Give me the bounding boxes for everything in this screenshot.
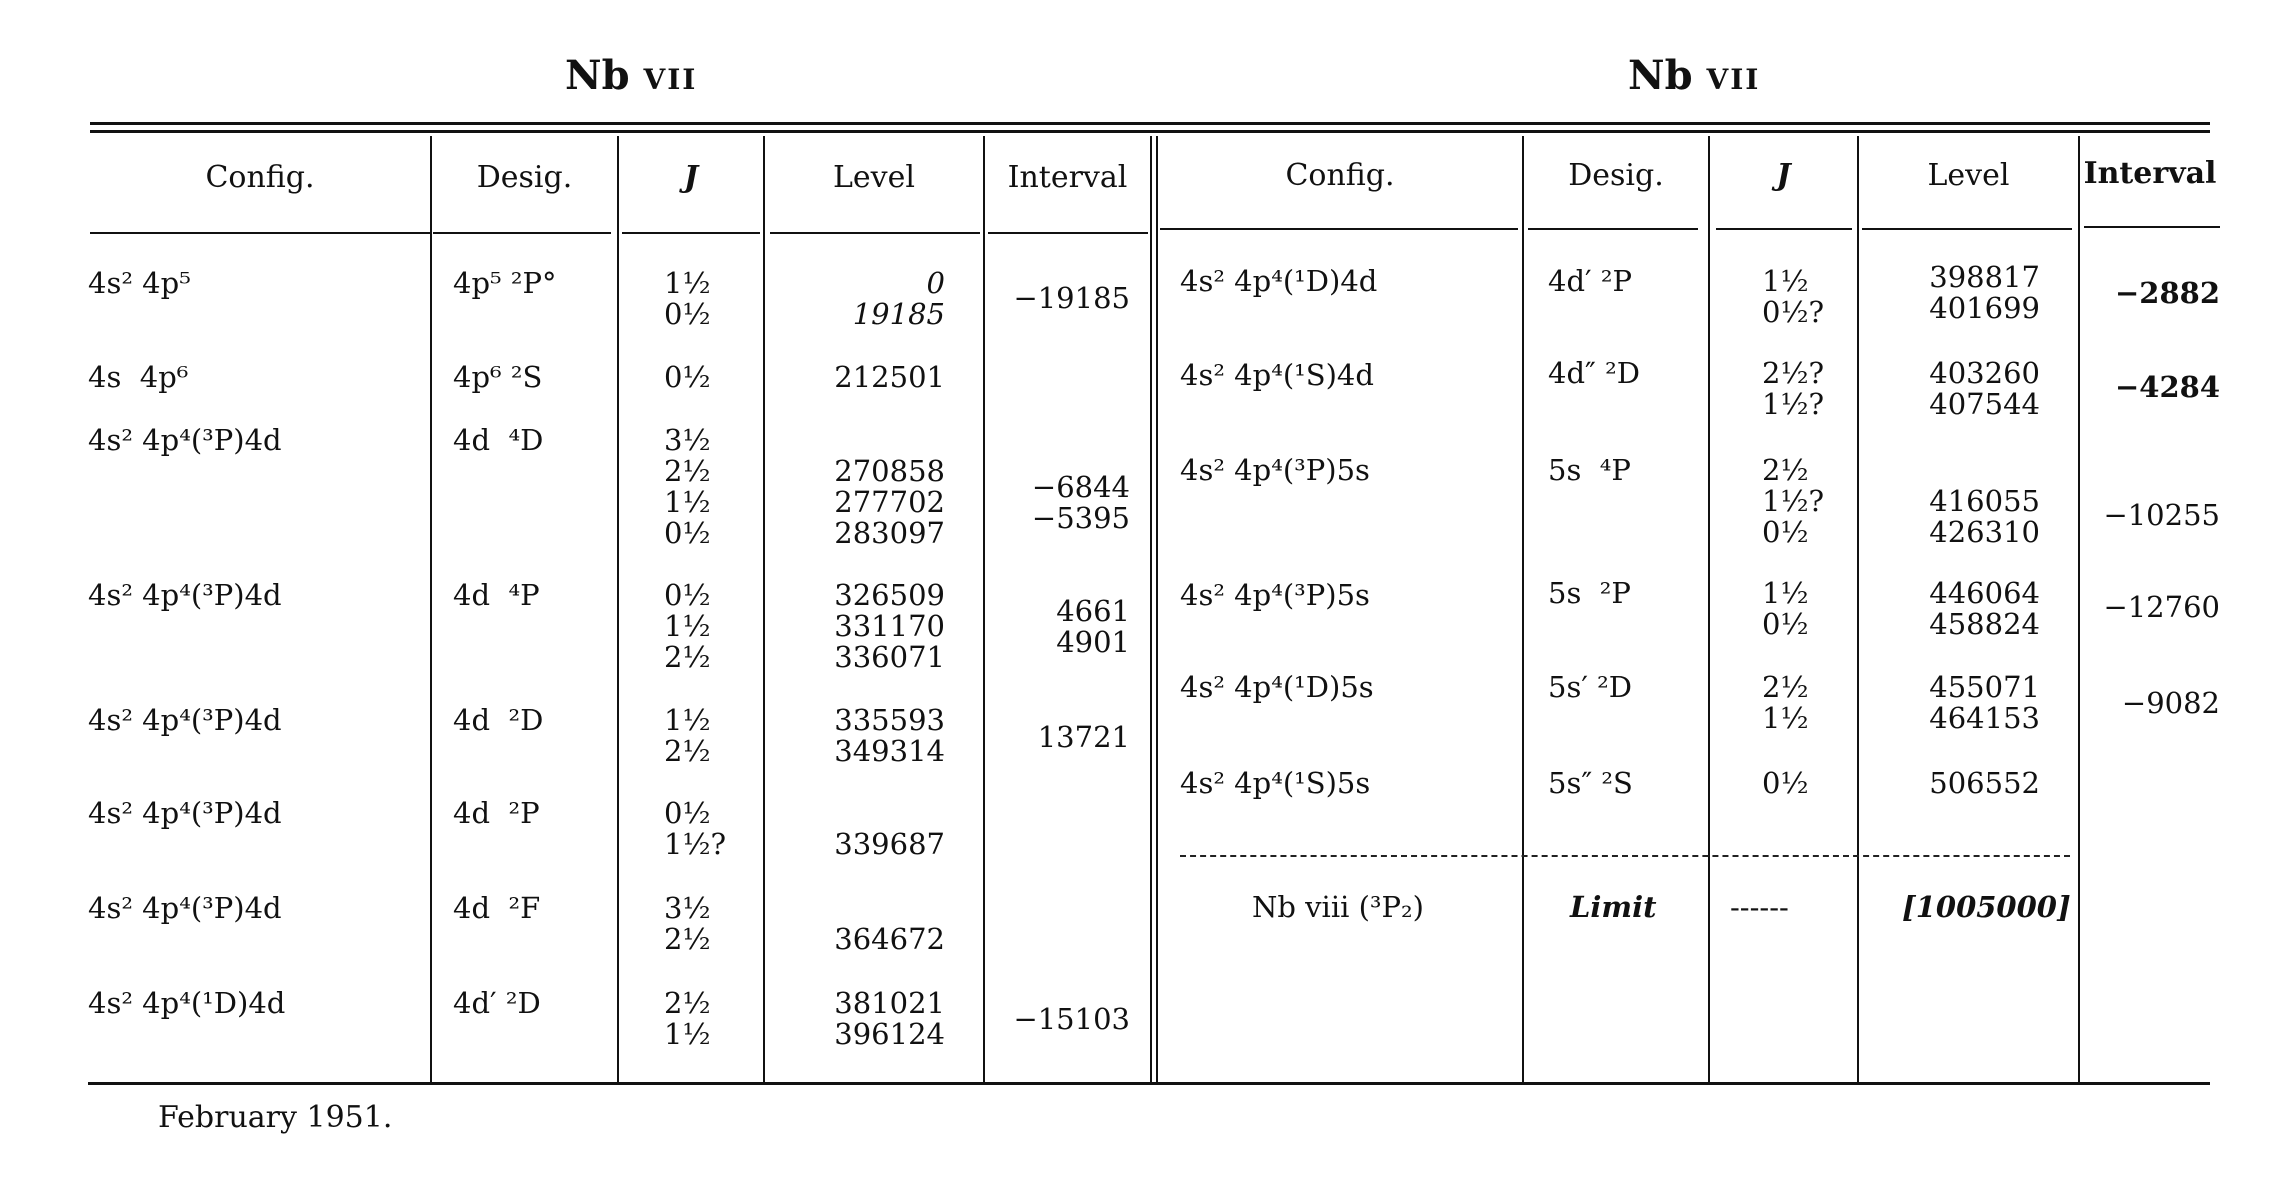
hdr-line-r4 — [1862, 228, 2072, 230]
hdr-line-l5 — [988, 232, 1148, 234]
right-row-5-desig: 5s″ ²S — [1548, 766, 1633, 800]
left-row-7-j: 2½ 1½ — [664, 986, 711, 1051]
right-row-2-desig: 5s ⁴P — [1548, 453, 1631, 487]
hdr-config-right: Config. — [1285, 158, 1395, 193]
hdr-desig-left: Desig. — [476, 160, 573, 195]
hdr-line-l1 — [90, 232, 430, 234]
left-row-3-interval: 4661 4901 — [1056, 594, 1130, 659]
hdr-line-r2 — [1528, 228, 1698, 230]
right-row-1-interval: −4284 — [2114, 370, 2220, 404]
left-row-5-config: 4s² 4p⁴(³P)4d — [88, 796, 282, 830]
right-row-2-interval: −10255 — [2103, 498, 2220, 532]
left-row-1-desig: 4p⁶ ²S — [453, 360, 543, 394]
right-row-2-level: 416055 426310 — [1929, 484, 2040, 549]
right-row-1-config: 4s² 4p⁴(¹S)4d — [1180, 358, 1374, 392]
right-row-0-desig: 4d′ ²P — [1548, 264, 1632, 298]
col-sep-2 — [617, 136, 619, 1082]
top-rule-1 — [90, 122, 2210, 125]
left-row-5-j: 0½ 1½? — [664, 796, 727, 861]
left-title-element: Nb — [565, 52, 630, 99]
col-sep-3 — [763, 136, 765, 1082]
left-row-6-desig: 4d ²F — [453, 891, 541, 925]
footnote: February 1951. — [158, 1100, 393, 1135]
right-row-0-j: 1½ 0½? — [1762, 264, 1825, 329]
right-row-4-config: 4s² 4p⁴(¹D)5s — [1180, 670, 1374, 704]
right-row-1-desig: 4d″ ²D — [1548, 356, 1640, 390]
right-row-3-desig: 5s ²P — [1548, 576, 1631, 610]
left-row-5-level: 339687 — [834, 827, 945, 861]
hdr-line-r3 — [1716, 228, 1852, 230]
left-row-3-j: 0½ 1½ 2½ — [664, 578, 711, 674]
hdr-line-r1 — [1160, 228, 1518, 230]
right-title — [1628, 52, 1760, 99]
hdr-config-left: Config. — [205, 160, 315, 195]
left-row-1-j: 0½ — [664, 360, 711, 394]
left-row-3-level: 326509 331170 336071 — [834, 578, 945, 674]
left-title-ion: vii — [643, 52, 698, 99]
left-row-1-config: 4s 4p⁶ — [88, 360, 189, 394]
hdr-line-l2 — [433, 232, 611, 234]
right-row-0-interval: −2882 — [2114, 276, 2220, 310]
left-row-2-config: 4s² 4p⁴(³P)4d — [88, 423, 282, 457]
left-row-7-desig: 4d′ ²D — [453, 986, 541, 1020]
hdr-level-left: Level — [833, 160, 915, 195]
left-row-2-level: 270858 277702 283097 — [834, 454, 945, 550]
right-row-2-config: 4s² 4p⁴(³P)5s — [1180, 453, 1370, 487]
right-row-4-desig: 5s′ ²D — [1548, 670, 1633, 704]
left-row-4-interval: 13721 — [1037, 720, 1130, 754]
hdr-line-l4 — [770, 232, 980, 234]
right-row-4-level: 455071 464153 — [1929, 670, 2040, 735]
hdr-j-right: J — [1776, 158, 1791, 193]
right-row-0-config: 4s² 4p⁴(¹D)4d — [1180, 264, 1378, 298]
left-row-0-level: 0 19185 — [852, 266, 945, 331]
bottom-rule — [88, 1082, 2210, 1085]
limit-separator — [1180, 855, 2070, 857]
limit-j: ------ — [1730, 890, 1789, 924]
right-row-2-j: 2½ 1½? 0½ — [1762, 453, 1825, 549]
right-row-1-level: 403260 407544 — [1929, 356, 2040, 421]
left-row-3-config: 4s² 4p⁴(³P)4d — [88, 578, 282, 612]
right-row-3-j: 1½ 0½ — [1762, 576, 1809, 641]
panel-sep-a — [1150, 136, 1152, 1082]
col-sep-7 — [1857, 136, 1859, 1082]
right-row-4-j: 2½ 1½ — [1762, 670, 1809, 735]
left-row-7-config: 4s² 4p⁴(¹D)4d — [88, 986, 286, 1020]
limit-config: Nb viii (³P₂) — [1252, 890, 1424, 924]
right-row-0-level: 398817 401699 — [1929, 260, 2040, 325]
right-title-ion: vii — [1706, 52, 1761, 99]
limit-level: [1005000] — [1902, 890, 2071, 924]
col-sep-6 — [1708, 136, 1710, 1082]
hdr-interval-left: Interval — [1007, 160, 1128, 195]
left-row-6-level: 364672 — [834, 922, 945, 956]
left-row-0-desig: 4p⁵ ²P° — [453, 266, 557, 300]
left-row-2-j: 3½ 2½ 1½ 0½ — [664, 423, 711, 550]
right-row-3-level: 446064 458824 — [1929, 576, 2040, 641]
left-row-4-j: 1½ 2½ — [664, 703, 711, 768]
left-row-4-level: 335593 349314 — [834, 703, 945, 768]
left-row-6-config: 4s² 4p⁴(³P)4d — [88, 891, 282, 925]
left-row-3-desig: 4d ⁴P — [453, 578, 540, 612]
left-row-4-desig: 4d ²D — [453, 703, 544, 737]
hdr-line-r5 — [2084, 226, 2220, 228]
col-sep-5 — [1522, 136, 1524, 1082]
col-sep-8 — [2078, 136, 2080, 1082]
col-sep-1 — [430, 136, 432, 1082]
right-row-3-interval: −12760 — [2103, 590, 2220, 624]
left-row-6-j: 3½ 2½ — [664, 891, 711, 956]
right-row-5-j: 0½ — [1762, 766, 1809, 800]
left-row-0-j: 1½ 0½ — [664, 266, 711, 331]
hdr-level-right: Level — [1927, 158, 2010, 193]
left-row-7-level: 381021 396124 — [834, 986, 945, 1051]
col-sep-4 — [983, 136, 985, 1082]
left-row-0-interval: −19185 — [1013, 281, 1130, 315]
right-row-4-interval: −9082 — [2121, 686, 2220, 720]
right-title-element: Nb — [1628, 52, 1693, 99]
left-row-0-config: 4s² 4p⁵ — [88, 266, 191, 300]
left-row-7-interval: −15103 — [1013, 1002, 1130, 1036]
hdr-interval-right: Interval — [2083, 156, 2217, 191]
right-row-5-config: 4s² 4p⁴(¹S)5s — [1180, 766, 1371, 800]
right-row-5-level: 506552 — [1929, 766, 2040, 800]
hdr-desig-right: Desig. — [1568, 158, 1664, 193]
panel-sep-b — [1156, 136, 1158, 1082]
left-row-1-level: 212501 — [834, 360, 945, 394]
hdr-j-left: J — [683, 160, 699, 195]
left-row-2-interval: −6844 −5395 — [1031, 470, 1130, 535]
limit-desig: Limit — [1570, 890, 1657, 924]
left-row-4-config: 4s² 4p⁴(³P)4d — [88, 703, 282, 737]
hdr-line-l3 — [622, 232, 760, 234]
left-row-2-desig: 4d ⁴D — [453, 423, 544, 457]
right-row-3-config: 4s² 4p⁴(³P)5s — [1180, 578, 1370, 612]
left-row-5-desig: 4d ²P — [453, 796, 540, 830]
left-title — [565, 52, 697, 99]
right-row-1-j: 2½? 1½? — [1762, 356, 1825, 421]
top-rule-2 — [90, 130, 2210, 133]
